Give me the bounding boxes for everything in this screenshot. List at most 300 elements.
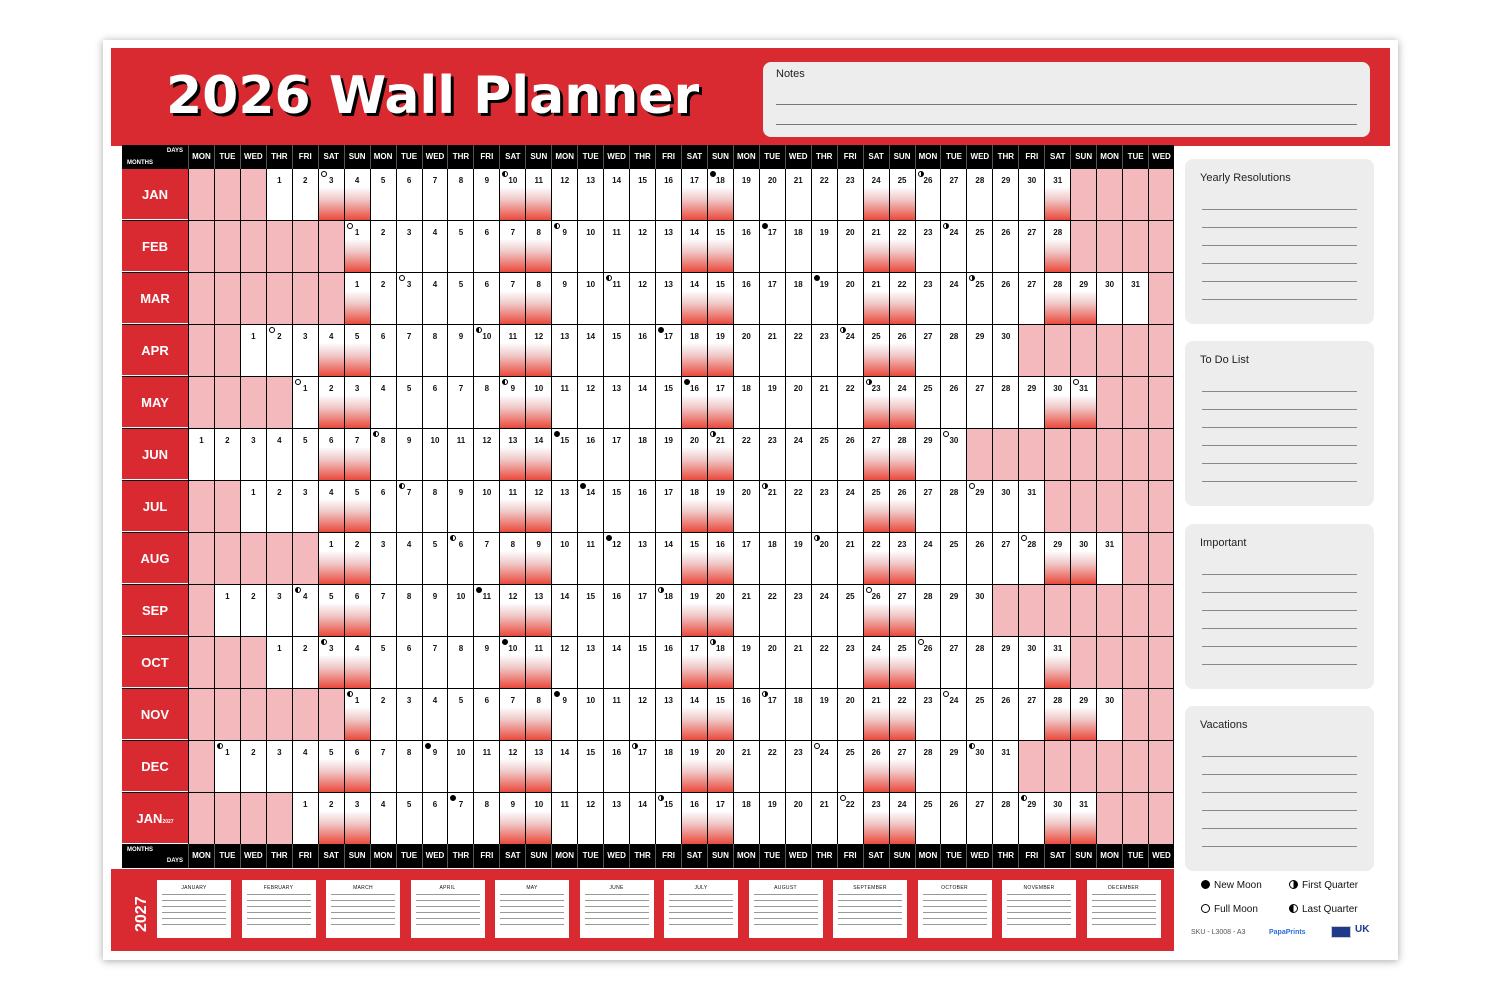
day-cell[interactable] <box>603 221 629 272</box>
day-cell[interactable] <box>707 221 733 272</box>
day-cell[interactable] <box>318 377 344 428</box>
day-cell[interactable] <box>473 377 499 428</box>
day-cell[interactable] <box>863 637 889 688</box>
day-cell[interactable] <box>966 533 992 584</box>
day-cell[interactable] <box>370 793 396 844</box>
day-cell[interactable] <box>889 325 915 376</box>
day-cell[interactable] <box>447 325 473 376</box>
day-cell[interactable] <box>396 689 422 740</box>
day-cell[interactable] <box>318 741 344 792</box>
day-cell[interactable] <box>447 273 473 324</box>
day-cell[interactable] <box>629 221 655 272</box>
day-cell[interactable] <box>785 793 811 844</box>
day-cell[interactable] <box>655 793 681 844</box>
day-cell[interactable] <box>577 637 603 688</box>
day-cell[interactable] <box>551 169 577 220</box>
day-cell[interactable] <box>499 273 525 324</box>
day-cell[interactable] <box>681 273 707 324</box>
day-cell[interactable] <box>370 273 396 324</box>
day-cell[interactable] <box>292 793 318 844</box>
day-cell[interactable] <box>447 377 473 428</box>
day-cell[interactable] <box>629 741 655 792</box>
day-cell[interactable] <box>447 481 473 532</box>
day-cell[interactable] <box>863 273 889 324</box>
day-cell[interactable] <box>940 689 966 740</box>
day-cell[interactable] <box>863 793 889 844</box>
day-cell[interactable] <box>966 377 992 428</box>
day-cell[interactable] <box>422 533 448 584</box>
day-cell[interactable] <box>966 689 992 740</box>
day-cell[interactable] <box>707 273 733 324</box>
day-cell[interactable] <box>422 741 448 792</box>
day-cell[interactable] <box>551 741 577 792</box>
day-cell[interactable] <box>214 429 240 480</box>
day-cell[interactable] <box>577 273 603 324</box>
day-cell[interactable] <box>473 169 499 220</box>
day-cell[interactable] <box>733 637 759 688</box>
day-cell[interactable] <box>396 481 422 532</box>
day-cell[interactable] <box>940 585 966 636</box>
day-cell[interactable] <box>525 793 551 844</box>
day-cell[interactable] <box>992 741 1018 792</box>
day-cell[interactable] <box>915 533 941 584</box>
day-cell[interactable] <box>915 377 941 428</box>
day-cell[interactable] <box>811 533 837 584</box>
day-cell[interactable] <box>863 741 889 792</box>
day-cell[interactable] <box>603 429 629 480</box>
day-cell[interactable] <box>525 169 551 220</box>
day-cell[interactable] <box>785 585 811 636</box>
day-cell[interactable] <box>1018 533 1044 584</box>
day-cell[interactable] <box>1070 793 1096 844</box>
day-cell[interactable] <box>603 325 629 376</box>
day-cell[interactable] <box>837 793 863 844</box>
day-cell[interactable] <box>811 325 837 376</box>
day-cell[interactable] <box>577 793 603 844</box>
day-cell[interactable] <box>811 741 837 792</box>
day-cell[interactable] <box>707 637 733 688</box>
day-cell[interactable] <box>759 377 785 428</box>
day-cell[interactable] <box>447 533 473 584</box>
day-cell[interactable] <box>966 793 992 844</box>
day-cell[interactable] <box>577 377 603 428</box>
day-cell[interactable] <box>992 793 1018 844</box>
day-cell[interactable] <box>629 533 655 584</box>
day-cell[interactable] <box>785 273 811 324</box>
day-cell[interactable] <box>344 429 370 480</box>
day-cell[interactable] <box>733 221 759 272</box>
day-cell[interactable] <box>940 325 966 376</box>
day-cell[interactable] <box>603 481 629 532</box>
day-cell[interactable] <box>889 273 915 324</box>
day-cell[interactable] <box>837 169 863 220</box>
day-cell[interactable] <box>655 325 681 376</box>
day-cell[interactable] <box>473 793 499 844</box>
day-cell[interactable] <box>707 741 733 792</box>
day-cell[interactable] <box>1070 273 1096 324</box>
day-cell[interactable] <box>889 377 915 428</box>
day-cell[interactable] <box>759 637 785 688</box>
day-cell[interactable] <box>551 481 577 532</box>
day-cell[interactable] <box>551 325 577 376</box>
day-cell[interactable] <box>629 273 655 324</box>
day-cell[interactable] <box>1070 533 1096 584</box>
day-cell[interactable] <box>759 169 785 220</box>
day-cell[interactable] <box>1044 377 1070 428</box>
day-cell[interactable] <box>863 377 889 428</box>
day-cell[interactable] <box>681 481 707 532</box>
day-cell[interactable] <box>551 793 577 844</box>
day-cell[interactable] <box>473 637 499 688</box>
day-cell[interactable] <box>681 429 707 480</box>
day-cell[interactable] <box>785 169 811 220</box>
day-cell[interactable] <box>396 273 422 324</box>
day-cell[interactable] <box>863 221 889 272</box>
day-cell[interactable] <box>577 481 603 532</box>
day-cell[interactable] <box>966 637 992 688</box>
day-cell[interactable] <box>188 429 214 480</box>
day-cell[interactable] <box>889 221 915 272</box>
day-cell[interactable] <box>499 325 525 376</box>
day-cell[interactable] <box>811 793 837 844</box>
day-cell[interactable] <box>655 377 681 428</box>
day-cell[interactable] <box>396 793 422 844</box>
day-cell[interactable] <box>629 793 655 844</box>
day-cell[interactable] <box>422 325 448 376</box>
day-cell[interactable] <box>318 325 344 376</box>
day-cell[interactable] <box>551 273 577 324</box>
day-cell[interactable] <box>370 637 396 688</box>
day-cell[interactable] <box>707 793 733 844</box>
panel-to-do-list[interactable] <box>1185 341 1374 506</box>
day-cell[interactable] <box>1044 221 1070 272</box>
day-cell[interactable] <box>915 689 941 740</box>
day-cell[interactable] <box>966 273 992 324</box>
day-cell[interactable] <box>370 741 396 792</box>
day-cell[interactable] <box>733 377 759 428</box>
day-cell[interactable] <box>915 793 941 844</box>
day-cell[interactable] <box>292 169 318 220</box>
day-cell[interactable] <box>1096 689 1122 740</box>
day-cell[interactable] <box>655 585 681 636</box>
day-cell[interactable] <box>733 741 759 792</box>
day-cell[interactable] <box>811 585 837 636</box>
day-cell[interactable] <box>318 481 344 532</box>
day-cell[interactable] <box>396 169 422 220</box>
day-cell[interactable] <box>1018 793 1044 844</box>
day-cell[interactable] <box>1070 377 1096 428</box>
day-cell[interactable] <box>785 637 811 688</box>
day-cell[interactable] <box>707 429 733 480</box>
day-cell[interactable] <box>292 741 318 792</box>
day-cell[interactable] <box>344 481 370 532</box>
day-cell[interactable] <box>915 273 941 324</box>
panel-yearly-resolutions[interactable] <box>1185 159 1374 324</box>
day-cell[interactable] <box>499 793 525 844</box>
day-cell[interactable] <box>837 637 863 688</box>
day-cell[interactable] <box>707 481 733 532</box>
day-cell[interactable] <box>577 689 603 740</box>
day-cell[interactable] <box>318 169 344 220</box>
day-cell[interactable] <box>473 481 499 532</box>
day-cell[interactable] <box>422 169 448 220</box>
day-cell[interactable] <box>940 533 966 584</box>
day-cell[interactable] <box>733 481 759 532</box>
day-cell[interactable] <box>785 377 811 428</box>
day-cell[interactable] <box>733 585 759 636</box>
day-cell[interactable] <box>1122 273 1148 324</box>
day-cell[interactable] <box>344 741 370 792</box>
day-cell[interactable] <box>707 377 733 428</box>
day-cell[interactable] <box>1018 273 1044 324</box>
day-cell[interactable] <box>240 325 266 376</box>
day-cell[interactable] <box>1044 689 1070 740</box>
day-cell[interactable] <box>370 377 396 428</box>
day-cell[interactable] <box>396 585 422 636</box>
day-cell[interactable] <box>525 481 551 532</box>
day-cell[interactable] <box>499 481 525 532</box>
day-cell[interactable] <box>966 481 992 532</box>
day-cell[interactable] <box>422 585 448 636</box>
day-cell[interactable] <box>681 377 707 428</box>
day-cell[interactable] <box>992 637 1018 688</box>
day-cell[interactable] <box>915 481 941 532</box>
day-cell[interactable] <box>837 221 863 272</box>
day-cell[interactable] <box>863 325 889 376</box>
day-cell[interactable] <box>915 429 941 480</box>
day-cell[interactable] <box>473 689 499 740</box>
day-cell[interactable] <box>344 169 370 220</box>
day-cell[interactable] <box>889 689 915 740</box>
day-cell[interactable] <box>422 793 448 844</box>
day-cell[interactable] <box>940 637 966 688</box>
day-cell[interactable] <box>318 585 344 636</box>
day-cell[interactable] <box>551 377 577 428</box>
day-cell[interactable] <box>1018 221 1044 272</box>
day-cell[interactable] <box>370 221 396 272</box>
day-cell[interactable] <box>551 689 577 740</box>
day-cell[interactable] <box>837 741 863 792</box>
day-cell[interactable] <box>940 221 966 272</box>
day-cell[interactable] <box>214 585 240 636</box>
day-cell[interactable] <box>863 169 889 220</box>
day-cell[interactable] <box>759 273 785 324</box>
day-cell[interactable] <box>422 637 448 688</box>
day-cell[interactable] <box>499 637 525 688</box>
day-cell[interactable] <box>837 273 863 324</box>
day-cell[interactable] <box>525 741 551 792</box>
day-cell[interactable] <box>396 741 422 792</box>
day-cell[interactable] <box>447 637 473 688</box>
day-cell[interactable] <box>785 533 811 584</box>
day-cell[interactable] <box>473 325 499 376</box>
day-cell[interactable] <box>811 429 837 480</box>
day-cell[interactable] <box>266 637 292 688</box>
day-cell[interactable] <box>655 273 681 324</box>
day-cell[interactable] <box>1018 637 1044 688</box>
day-cell[interactable] <box>785 429 811 480</box>
day-cell[interactable] <box>499 741 525 792</box>
day-cell[interactable] <box>863 533 889 584</box>
day-cell[interactable] <box>603 585 629 636</box>
day-cell[interactable] <box>344 793 370 844</box>
day-cell[interactable] <box>473 429 499 480</box>
day-cell[interactable] <box>1018 377 1044 428</box>
day-cell[interactable] <box>733 793 759 844</box>
day-cell[interactable] <box>525 585 551 636</box>
day-cell[interactable] <box>577 429 603 480</box>
day-cell[interactable] <box>240 741 266 792</box>
day-cell[interactable] <box>837 377 863 428</box>
day-cell[interactable] <box>759 481 785 532</box>
day-cell[interactable] <box>915 585 941 636</box>
day-cell[interactable] <box>733 169 759 220</box>
day-cell[interactable] <box>655 481 681 532</box>
day-cell[interactable] <box>811 481 837 532</box>
day-cell[interactable] <box>733 273 759 324</box>
day-cell[interactable] <box>344 637 370 688</box>
day-cell[interactable] <box>473 533 499 584</box>
day-cell[interactable] <box>785 221 811 272</box>
day-cell[interactable] <box>499 689 525 740</box>
day-cell[interactable] <box>655 533 681 584</box>
day-cell[interactable] <box>629 429 655 480</box>
day-cell[interactable] <box>940 273 966 324</box>
day-cell[interactable] <box>525 273 551 324</box>
day-cell[interactable] <box>966 221 992 272</box>
day-cell[interactable] <box>837 481 863 532</box>
day-cell[interactable] <box>370 533 396 584</box>
day-cell[interactable] <box>447 429 473 480</box>
day-cell[interactable] <box>318 793 344 844</box>
day-cell[interactable] <box>551 637 577 688</box>
day-cell[interactable] <box>577 325 603 376</box>
day-cell[interactable] <box>811 689 837 740</box>
day-cell[interactable] <box>396 377 422 428</box>
day-cell[interactable] <box>915 325 941 376</box>
day-cell[interactable] <box>240 429 266 480</box>
day-cell[interactable] <box>837 325 863 376</box>
day-cell[interactable] <box>733 689 759 740</box>
day-cell[interactable] <box>992 221 1018 272</box>
day-cell[interactable] <box>759 793 785 844</box>
day-cell[interactable] <box>992 273 1018 324</box>
day-cell[interactable] <box>422 221 448 272</box>
day-cell[interactable] <box>577 585 603 636</box>
day-cell[interactable] <box>370 585 396 636</box>
day-cell[interactable] <box>422 377 448 428</box>
day-cell[interactable] <box>525 377 551 428</box>
day-cell[interactable] <box>551 533 577 584</box>
day-cell[interactable] <box>525 637 551 688</box>
day-cell[interactable] <box>214 741 240 792</box>
day-cell[interactable] <box>318 637 344 688</box>
day-cell[interactable] <box>681 741 707 792</box>
day-cell[interactable] <box>940 429 966 480</box>
day-cell[interactable] <box>733 325 759 376</box>
day-cell[interactable] <box>889 637 915 688</box>
day-cell[interactable] <box>759 221 785 272</box>
day-cell[interactable] <box>499 429 525 480</box>
day-cell[interactable] <box>759 429 785 480</box>
day-cell[interactable] <box>292 377 318 428</box>
day-cell[interactable] <box>759 741 785 792</box>
day-cell[interactable] <box>966 325 992 376</box>
day-cell[interactable] <box>863 689 889 740</box>
day-cell[interactable] <box>992 689 1018 740</box>
day-cell[interactable] <box>1044 273 1070 324</box>
day-cell[interactable] <box>318 429 344 480</box>
day-cell[interactable] <box>240 481 266 532</box>
day-cell[interactable] <box>966 585 992 636</box>
day-cell[interactable] <box>603 637 629 688</box>
day-cell[interactable] <box>655 429 681 480</box>
day-cell[interactable] <box>344 585 370 636</box>
day-cell[interactable] <box>577 169 603 220</box>
day-cell[interactable] <box>551 429 577 480</box>
day-cell[interactable] <box>681 169 707 220</box>
day-cell[interactable] <box>733 429 759 480</box>
day-cell[interactable] <box>915 169 941 220</box>
day-cell[interactable] <box>344 221 370 272</box>
day-cell[interactable] <box>577 221 603 272</box>
day-cell[interactable] <box>370 429 396 480</box>
panel-vacations[interactable] <box>1185 706 1374 871</box>
day-cell[interactable] <box>811 273 837 324</box>
day-cell[interactable] <box>889 481 915 532</box>
day-cell[interactable] <box>863 481 889 532</box>
day-cell[interactable] <box>889 429 915 480</box>
day-cell[interactable] <box>603 689 629 740</box>
day-cell[interactable] <box>863 585 889 636</box>
day-cell[interactable] <box>681 325 707 376</box>
day-cell[interactable] <box>318 533 344 584</box>
day-cell[interactable] <box>447 585 473 636</box>
day-cell[interactable] <box>681 637 707 688</box>
day-cell[interactable] <box>292 585 318 636</box>
day-cell[interactable] <box>811 377 837 428</box>
day-cell[interactable] <box>344 689 370 740</box>
day-cell[interactable] <box>992 325 1018 376</box>
day-cell[interactable] <box>603 741 629 792</box>
day-cell[interactable] <box>629 481 655 532</box>
day-cell[interactable] <box>863 429 889 480</box>
day-cell[interactable] <box>292 325 318 376</box>
day-cell[interactable] <box>603 533 629 584</box>
day-cell[interactable] <box>681 221 707 272</box>
day-cell[interactable] <box>422 481 448 532</box>
day-cell[interactable] <box>422 689 448 740</box>
day-cell[interactable] <box>499 169 525 220</box>
day-cell[interactable] <box>785 741 811 792</box>
day-cell[interactable] <box>473 741 499 792</box>
day-cell[interactable] <box>603 793 629 844</box>
day-cell[interactable] <box>370 325 396 376</box>
day-cell[interactable] <box>811 169 837 220</box>
day-cell[interactable] <box>447 169 473 220</box>
day-cell[interactable] <box>577 533 603 584</box>
day-cell[interactable] <box>915 637 941 688</box>
day-cell[interactable] <box>992 169 1018 220</box>
day-cell[interactable] <box>499 377 525 428</box>
day-cell[interactable] <box>966 741 992 792</box>
day-cell[interactable] <box>1044 637 1070 688</box>
day-cell[interactable] <box>577 741 603 792</box>
day-cell[interactable] <box>940 481 966 532</box>
day-cell[interactable] <box>1096 273 1122 324</box>
day-cell[interactable] <box>447 221 473 272</box>
day-cell[interactable] <box>811 637 837 688</box>
